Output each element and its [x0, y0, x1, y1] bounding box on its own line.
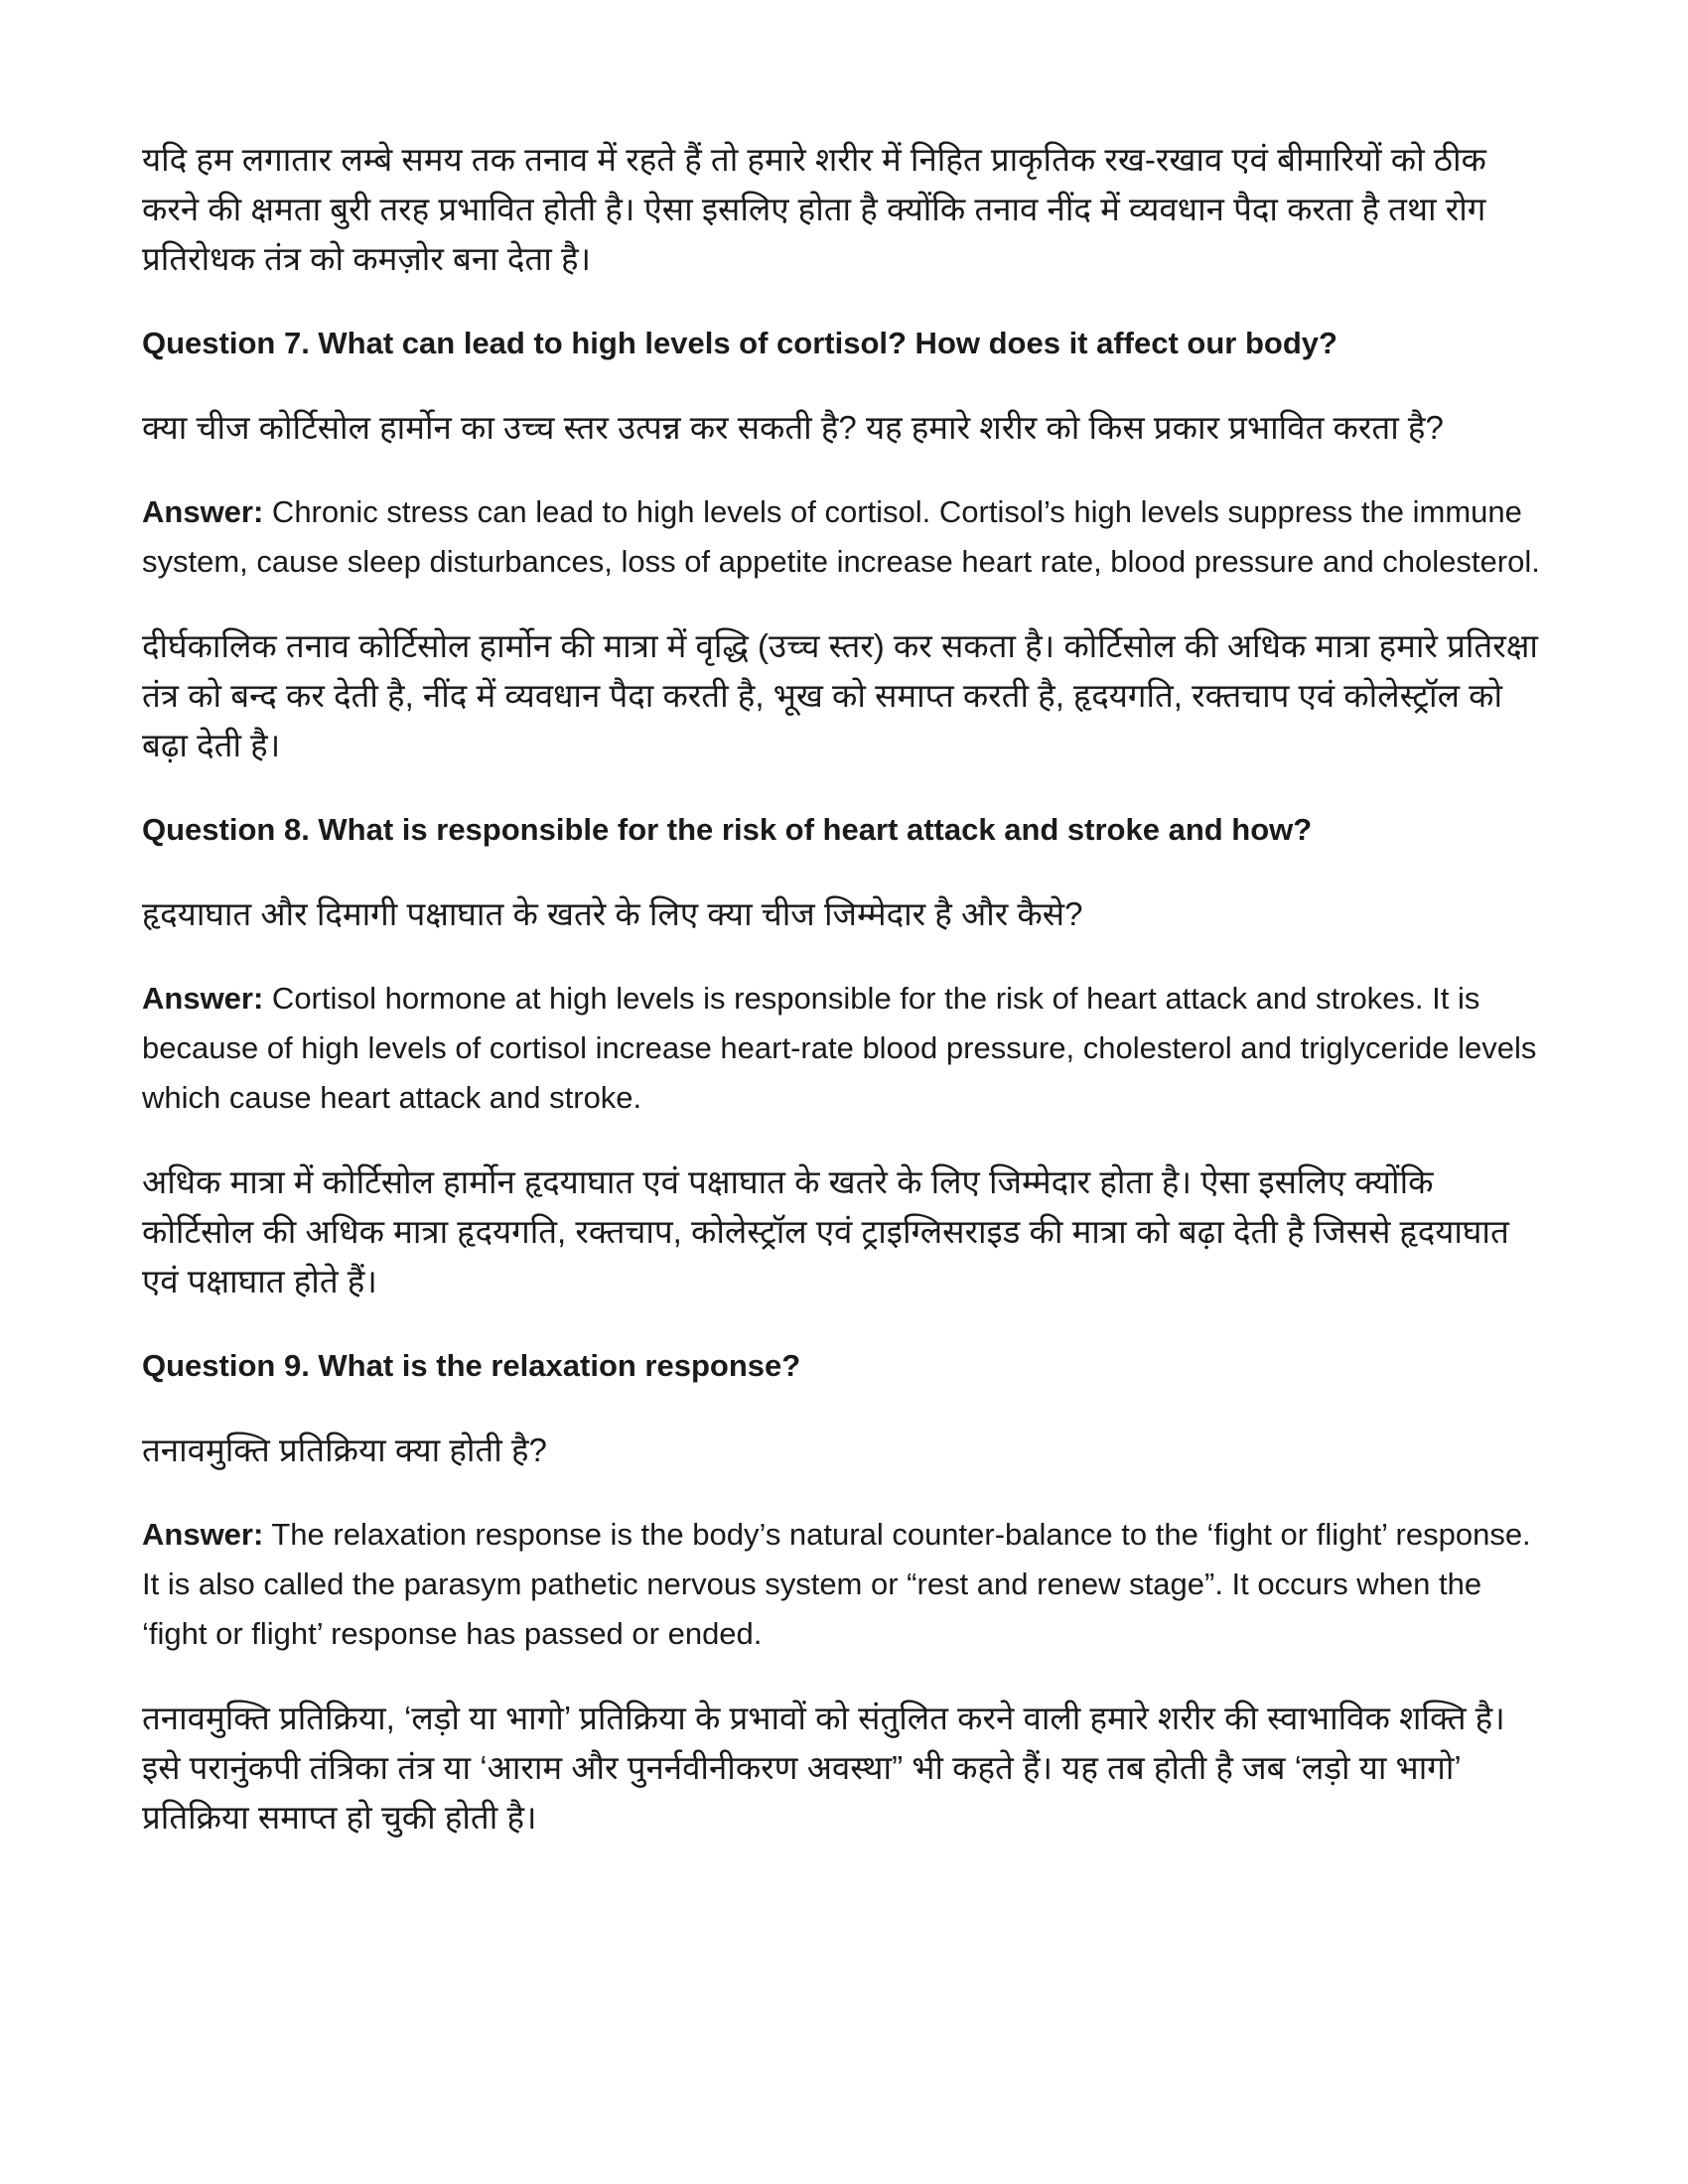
answer-8-label: Answer:: [142, 981, 264, 1016]
answer-7-label: Answer:: [142, 494, 264, 529]
question-9-hindi: तनावमुक्ति प्रतिक्रिया क्या होती है?: [142, 1432, 547, 1468]
answer-8-text: Cortisol hormone at high levels is responsible for the risk of heart attack and strokes. It is because of high levels of cortisol increase heart-rate blood pressure, cholesterol and triglyceride levels which cause heart attack and stroke.: [142, 981, 1537, 1115]
answer-9-label: Answer:: [142, 1517, 264, 1552]
answer-8-english: [142, 974, 1546, 1123]
qa-block-question-8: [142, 805, 1546, 1306]
answer-9-hindi: तनावमुक्ति प्रतिक्रिया, ‘लड़ो या भागो’ प्रतिक्रिया के प्रभावों को संतुलित करने वाली हमारे शरीर की स्वाभाविक शक्ति है। इसे परानुंकपी तंत्रिका तंत्र या ‘आराम और पुनर्नवीनीकरण अवस्था” भी कहते हैं। यह तब होती है जब ‘लड़ो या भागो’ प्रतिक्रिया समाप्त हो चुकी होती है।: [142, 1700, 1505, 1836]
question-7-heading: Question 7. What can lead to high levels of cortisol? How does it affect our body?: [142, 326, 1337, 360]
answer-8-hindi: अधिक मात्रा में कोर्टिसोल हार्मोन हृदयाघात एवं पक्षाघात के खतरे के लिए जिम्मेदार होता है। ऐसा इसलिए क्योंकि कोर्टिसोल की अधिक मात्रा हृदयगति, रक्तचाप, कोलेस्ट्रॉल एवं ट्राइग्लिसराइड की मात्रा को बढ़ा देती है जिससे हृदयाघात एवं पक्षाघात होते हैं।: [142, 1163, 1509, 1299]
question-7-hindi: क्या चीज कोर्टिसोल हार्मोन का उच्च स्तर उत्पन्न कर सकती है? यह हमारे शरीर को किस प्रकार प्रभावित करता है?: [142, 409, 1444, 446]
qa-block-question-9: [142, 1341, 1546, 1843]
qa-block-question-7: [142, 319, 1546, 770]
answer-9-english: [142, 1510, 1546, 1659]
question-8-hindi: हृदयाघात और दिमागी पक्षाघात के खतरे के लिए क्या चीज जिम्मेदार है और कैसे?: [142, 895, 1083, 932]
answer-9-text: The relaxation response is the body’s natural counter-balance to the ‘fight or flight’ response. It is also called the parasym pathetic nervous system or “rest and renew stage”. It occurs when the ‘fight or flight’ response has passed or ended.: [142, 1517, 1531, 1651]
answer-7-text: Chronic stress can lead to high levels of cortisol. Cortisol’s high levels suppress the immune system, cause sleep disturbances, loss of appetite increase heart rate, blood pressure and cholesterol.: [142, 494, 1540, 579]
intro-paragraph-hindi: यदि हम लगातार लम्बे समय तक तनाव में रहते हैं तो हमारे शरीर में निहित प्राकृतिक रख-रखाव एवं बीमारियों को ठीक करने की क्षमता बुरी तरह प्रभावित होती है। ऐसा इसलिए होता है क्योंकि तनाव नींद में व्यवधान पैदा करता है तथा रोग प्रतिरोधक तंत्र को कमज़ोर बना देता है।: [142, 141, 1486, 277]
question-9-heading: Question 9. What is the relaxation response?: [142, 1348, 801, 1383]
answer-7-english: [142, 487, 1546, 587]
answer-7-hindi: दीर्घकालिक तनाव कोर्टिसोल हार्मोन की मात्रा में वृद्धि (उच्च स्तर) कर सकता है। कोर्टिसोल की अधिक मात्रा हमारे प्रतिरक्षा तंत्र को बन्द कर देती है, नींद में व्यवधान पैदा करती है, भूख को समाप्त करती है, हृदयगति, रक्तचाप एवं कोलेस्ट्रॉल को बढ़ा देती है।: [142, 627, 1538, 763]
question-8-heading: Question 8. What is responsible for the risk of heart attack and stroke and how?: [142, 812, 1313, 847]
